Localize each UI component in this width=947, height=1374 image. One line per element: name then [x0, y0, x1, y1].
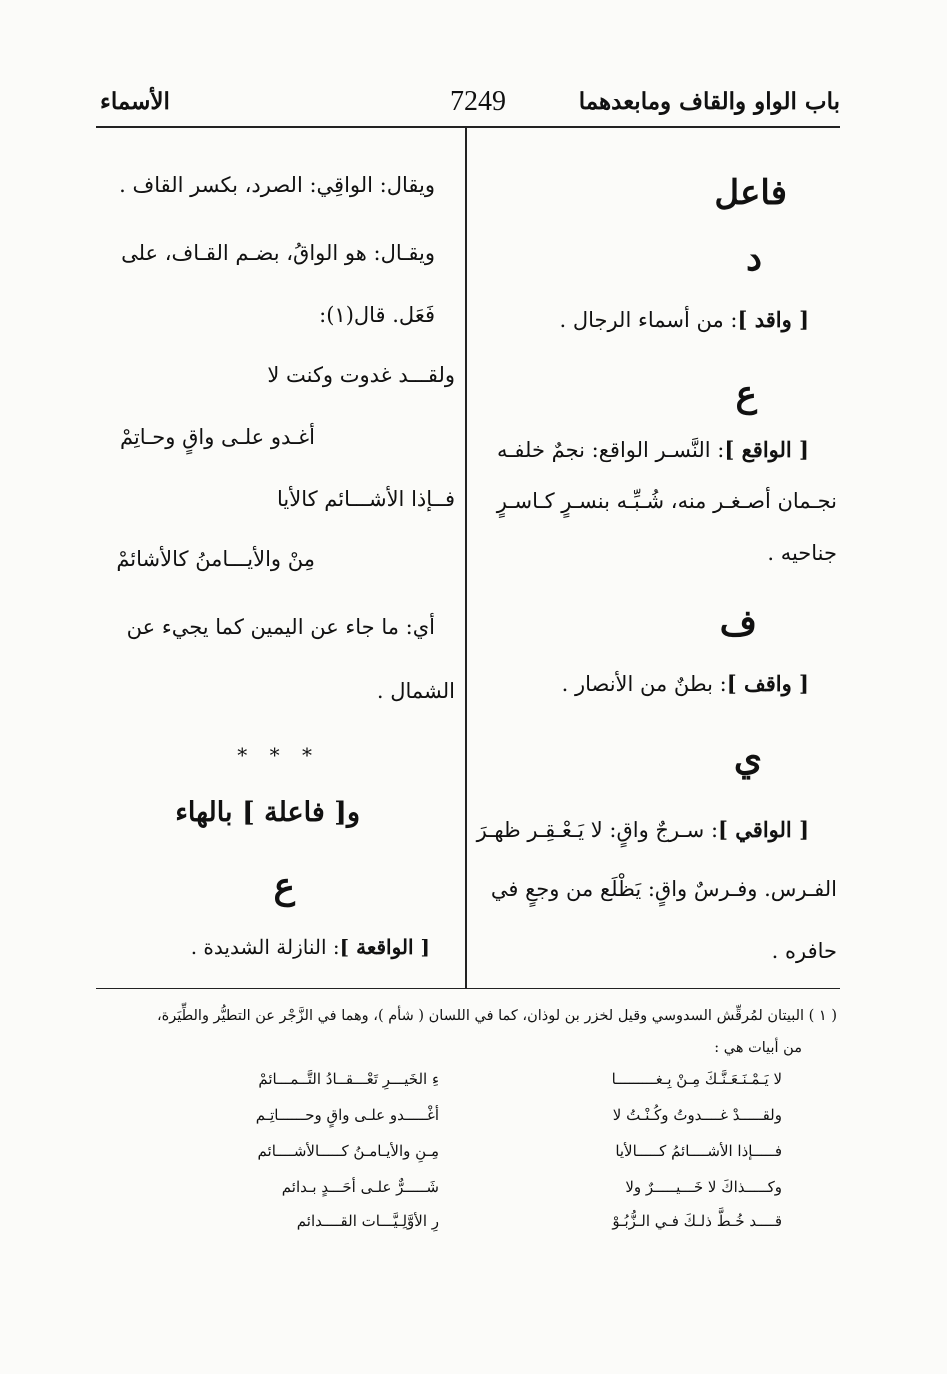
left-column — [100, 155, 455, 985]
left-line2: ويقـال: هو الواقُ، بضـم القـاف، على — [121, 241, 435, 265]
footnote-verse3-right: فـــــإذا الأشــــائمُ كـــــالأيا — [615, 1142, 782, 1160]
entry-waqi-line3: جناحيه . — [767, 541, 837, 565]
entry-keyword: [ واقف ] — [726, 671, 809, 696]
entry-waqi2-line2: الفـرس. وفـرسٌ واقٍ: يَظْلَع من وجعٍ في — [490, 877, 837, 901]
footnote-rule — [96, 988, 840, 989]
page-number: 7249 — [450, 86, 506, 117]
footnote-line1: ( ١ ) البيتان لمُرقِّش السدوسي وقيل لخزر بن لوذان، كما في اللسان ( شأم )، وهما في الزَّجْر عن التطيُّر والطِّيَرة، — [156, 1008, 837, 1024]
entry-waqi2-line1 — [477, 817, 809, 842]
entry-waqi-line1 — [497, 437, 809, 462]
footnote-verse4-left: شَـــــرٌّ علـى أحَـــدٍ بـدائم — [281, 1178, 439, 1196]
footnote-verse1-left: ءِ الخَيـــرِ تَعْـــقــادُ التَّــمـــائمْ — [258, 1070, 439, 1088]
entry-text: : من أسماء الرجال . — [559, 308, 738, 332]
entry-keyword: [ الواقع ] — [724, 437, 809, 462]
left-line3: فَعَل. قال(١): — [319, 303, 435, 327]
running-head-left: الأسماء — [100, 88, 170, 115]
footnote-verse5-left: رِ الأوَّلِـيَّـــات القــــدائم — [296, 1212, 439, 1230]
entry-text: : بطنٌ من الأنصار . — [561, 672, 727, 696]
entry-text: : النَّسـر الواقع: نجمٌ خلفـه — [496, 438, 725, 462]
poem-verse1: ولقـــد غدوت وكنت لا — [267, 363, 455, 387]
subheading-key: [ فاعلة ] — [241, 797, 347, 828]
footnote-verse4-right: وكـــــذاكَ لا خَـــيـــــرٌ ولا — [625, 1178, 782, 1196]
entry-waqid — [559, 307, 809, 332]
subheading-faila — [175, 797, 360, 828]
subheading-suffix: بالهاء — [175, 797, 233, 828]
poem-verse2: أغـدو علـى واقٍ وحـاتِمْ — [119, 425, 315, 449]
left-line1: ويقال: الواقِي: الصرد، بكسر القاف . — [119, 173, 435, 197]
header-rule — [96, 126, 840, 128]
footnote-verse2-left: أغْـــــدو علـى واقٍ وحــــــاتِـم — [255, 1106, 439, 1124]
gloss-line2: الشمال . — [376, 679, 455, 703]
footnote-verse1-right: لا يَـمْـنَـعَـنَّـكَ مِـنْ بِـغـــــــــا — [611, 1070, 782, 1088]
entry-keyword: [ واقد ] — [737, 307, 809, 332]
footnote-verse2-right: ولقـــــدْ غــــدوتُ وكُـنْـتُ لا — [612, 1106, 782, 1124]
poem-verse4: مِنْ والأيـــامنُ كالأشائمْ — [116, 547, 315, 571]
footnote-line2: من أبيات هي : — [714, 1040, 802, 1056]
letter-heading-ain: ع — [735, 373, 757, 415]
letter-heading-ya: ي — [733, 737, 762, 779]
section-heading: فاعل — [714, 173, 787, 213]
entry-keyword: [ الواقي ] — [718, 817, 809, 842]
footnote-verse5-right: قــــد خُـطَّ ذلـكَ فـي الـزُّبُـوْ — [612, 1212, 782, 1230]
entry-keyword: [ الواقعة ] — [339, 935, 430, 959]
entry-waqi2-line3: حافره . — [771, 939, 837, 963]
footnote-verse3-left: مِـنِ والأيـامـنُ كـــــالأشــــائم — [257, 1142, 439, 1160]
letter-heading-dal: د — [745, 237, 762, 279]
section-separator-stars: * * * — [237, 743, 320, 767]
letter-heading-ain-left: ع — [273, 865, 295, 907]
gloss-line1: أي: ما جاء عن اليمين كما يجيء عن — [126, 615, 435, 639]
entry-waqif — [562, 671, 809, 696]
entry-waqi-line2: نجـمان أصـغـر منه، شُـبِّـه بنسـرٍ كـاسـرٍ — [496, 489, 837, 513]
running-head-right: باب الواو والقاف ومابعدهما — [578, 88, 840, 115]
letter-heading-fa: ف — [719, 602, 757, 644]
subheading-prefix: و — [346, 797, 360, 828]
right-column — [477, 155, 837, 985]
entry-waqia — [191, 935, 430, 959]
column-divider — [465, 128, 467, 988]
entry-text: : سـرجٌ واقٍ: لا يَـعْـقِـر ظهـرَ — [476, 818, 719, 842]
poem-verse3: فــإذا الأشـــائم كالأيا — [277, 487, 455, 511]
entry-text: : النازلة الشديدة . — [190, 935, 340, 959]
